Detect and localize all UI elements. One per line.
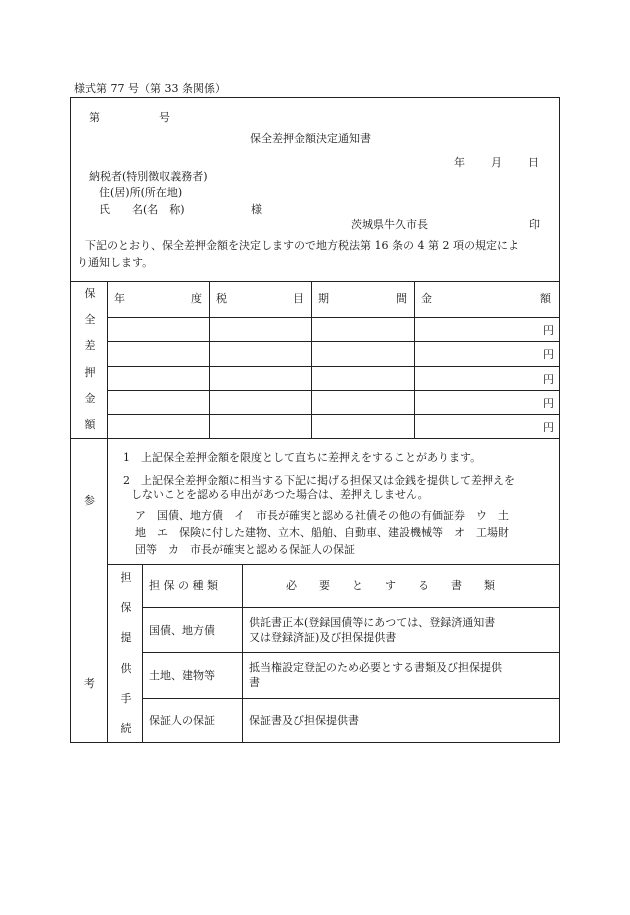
column-header-period: 期 間 [318,292,407,305]
notice-number-suffix: 号 [159,111,170,124]
column-header-amount: 金 額 [421,292,551,305]
date-month-label: 月 [491,156,502,169]
notes-side-label-bottom: 考 [84,677,95,690]
note-1: 1 上記保全差押金額を限度として直ちに差押えをすることがあります。 [123,451,482,464]
collateral-kind-real-estate: 土地、建物等 [149,669,215,682]
collateral-col-rule [242,564,243,743]
body-text-line2: り通知します。 [77,256,154,269]
form-number-label: 様式第 77 号（第 33 条関係） [74,82,226,95]
notice-number-prefix: 第 [89,111,100,124]
date-year-label: 年 [454,156,465,169]
collateral-list-line1: ア 国債、地方債 イ 市長が確実と認める社債その他の有価証券 ウ 土 [135,509,509,522]
yen-unit: 円 [543,348,554,361]
address-label: 住(居)所(所在地) [99,186,183,199]
amount-row-rule-3 [107,366,559,367]
collateral-table-top-rule [107,564,559,565]
body-text-line1: 下記のとおり、保全差押金額を決定しますので地方税法第 16 条の 4 第 2 項の規定によ [85,239,519,252]
docs-real-estate-line1: 抵当権設定登記のため必要とする書類及び担保提供 [249,661,502,674]
yen-unit: 円 [543,421,554,434]
notes-top-rule [71,438,559,439]
note-2-line2: しないことを認める申出があつた場合は、差押えしません。 [131,488,429,501]
amount-side-label: 保 全 差 押 金 額 [84,287,96,431]
yen-unit: 円 [543,324,554,337]
collateral-side-label: 担 保 提 供 手 続 [120,571,132,735]
collateral-side-rule [142,564,143,743]
docs-bonds-line1: 供託書正本(登録国債等にあつては、登録済通知書 [249,616,496,629]
docs-real-estate-line2: 書 [249,676,260,689]
honorific-label: 様 [251,203,262,216]
issuer-name: 茨城県牛久市長 [351,218,428,231]
amount-row-rule-4 [107,390,559,391]
collateral-list-line3: 団等 カ 市長が確実と認める保証人の保証 [135,543,355,556]
header-collateral-kind: 担 保 の 種 類 [149,579,218,592]
date-day-label: 日 [528,156,539,169]
header-required-documents: 必 要 と す る 書 類 [286,579,495,592]
yen-unit: 円 [543,397,554,410]
notice-form [70,97,560,743]
column-header-tax-item: 税 目 [216,292,304,305]
collateral-kind-bonds: 国債、地方債 [149,624,215,637]
yen-unit: 円 [543,373,554,386]
collateral-row-rule-3 [142,698,559,699]
docs-guarantor: 保証書及び担保提供書 [249,714,359,727]
amount-row-rule-1 [107,317,559,318]
taxpayer-label: 納税者(特別徴収義務者) [89,170,208,183]
notes-side-label-top: 参 [84,494,95,507]
amount-row-rule-2 [107,341,559,342]
amount-table-top-rule [71,281,559,282]
seal-mark: 印 [529,218,540,231]
document-title: 保全差押金額決定通知書 [250,132,371,145]
name-label: 氏 名(名 称) [99,203,185,216]
collateral-row-rule-2 [142,652,559,653]
column-header-year: 年 度 [114,292,202,305]
docs-bonds-line2: 又は登録済証)及び担保提供書 [249,631,397,644]
note-2-line1: 2 上記保全差押金額に相当する下記に掲げる担保又は金銭を提供して差押えを [123,474,515,487]
collateral-row-rule-1 [142,607,559,608]
collateral-list-line2: 地 エ 保険に付した建物、立木、船舶、自動車、建設機械等 オ 工場財 [135,526,509,539]
amount-row-rule-5 [107,414,559,415]
notes-side-rule [107,438,108,743]
collateral-kind-guarantor: 保証人の保証 [149,714,215,727]
